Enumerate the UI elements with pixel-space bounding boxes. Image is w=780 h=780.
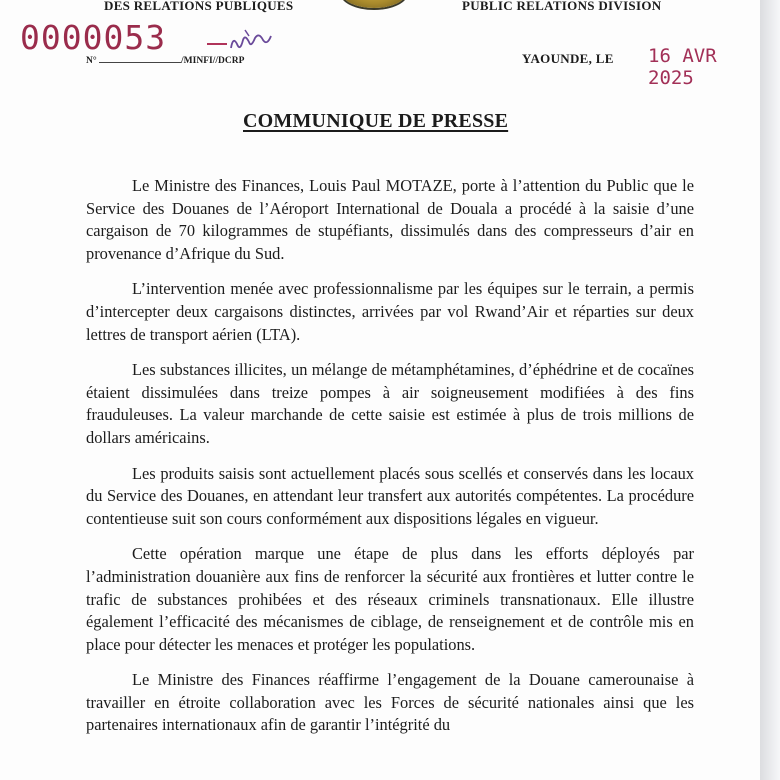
paragraph: Cette opération marque une étape de plus dans les efforts déployés par l’administration douanière aux fins de renforcer la sécurité aux frontières et lutter contre le trafic de substances prohibées et des réseaux criminels transnationaux. Elle illustre également l’efficacité des mécanismes de ciblage, de renseignement et de contrôle mis en place pour détecter les menaces et protéger les populations. — [86, 544, 694, 654]
page-title: COMMUNIQUE DE PRESSE — [243, 110, 509, 132]
paragraph: Les produits saisis sont actuellement placés sous scellés et conservés dans les locaux du Service des Douanes, en attendant leur transfert aux autorités compétentes. La procédure contentieuse suit son cours conformément aux dispositions légales en vigueur. — [86, 463, 694, 528]
coat-of-arms-seal — [342, 0, 406, 8]
reference-prefix: N° — [86, 56, 97, 66]
registration-number-stamp: 0000053 — [20, 18, 167, 57]
background-margin — [760, 0, 780, 780]
city-date-label: YAOUNDE, LE — [522, 51, 614, 66]
header-left-text: DES RELATIONS PUBLIQUES — [104, 0, 294, 13]
header-right-text: PUBLIC RELATIONS DIVISION — [462, 0, 662, 13]
paragraph: Le Ministre des Finances, Louis Paul MOTAZE, porte à l’attention du Public que le Service des Douanes de l’Aéroport International de Douala a procédé à la saisie d’une cargaison de 70 kilogrammes de stupéfiants, dissimulés dans des compresseurs d’air en provenance d’Afrique du Sud. — [86, 176, 694, 263]
reference-suffix: /MINFI//DCRP — [181, 56, 245, 66]
paragraph: L’intervention menée avec professionnalisme par les équipes sur le terrain, a permis d’intercepter deux cargaisons distinctes, arrivées par vol Rwand’Air et réparties sur deux lettres de transport aérien (LTA). — [86, 279, 694, 344]
reference-blank — [99, 62, 181, 63]
paragraph: Le Ministre des Finances réaffirme l’engagement de la Douane camerounaise à travailler en étroite collaboration avec les Forces de sécurité nationales ainsi que les partenaires internationaux afin de garantir l’intégrité du — [86, 670, 694, 735]
press-release-body — [86, 175, 694, 750]
date-stamp: 16 AVR 2025 — [648, 45, 717, 89]
paragraph: Les substances illicites, un mélange de métamphétamines, d’éphédrine et de cocaïnes étaient dissimulées dans treize pompes à air soigneusement modifiées à des fins frauduleuses. La valeur marchande de cette saisie est estimée à plus de trois millions de dollars américains. — [86, 360, 694, 447]
handwritten-initials — [205, 26, 275, 56]
reference-line — [86, 56, 244, 66]
